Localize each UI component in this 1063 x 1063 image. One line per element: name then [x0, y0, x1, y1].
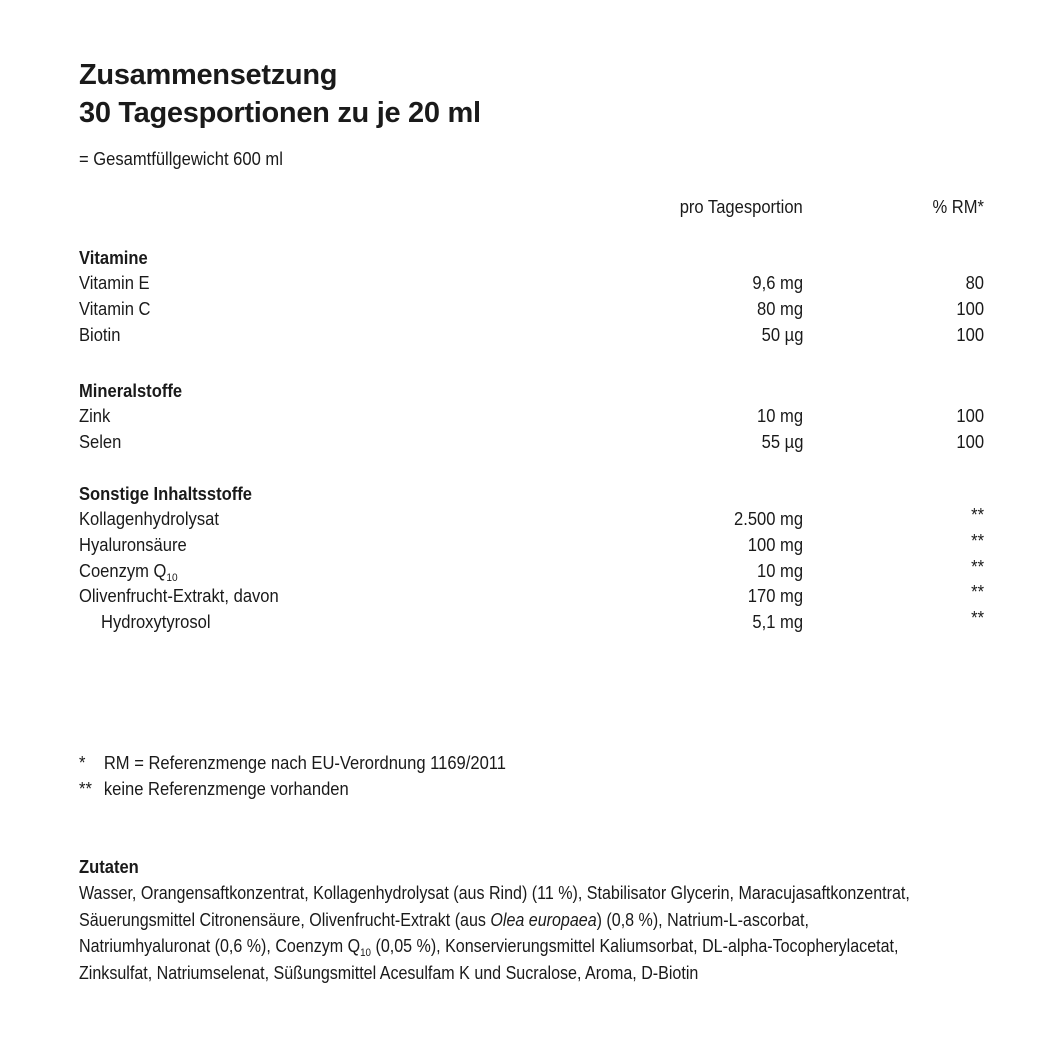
ingredients-line: Wasser, Orangensaftkonzentrat, Kollagenhydrolysat (aus Rind) (11 %), Stabilisator Glycerin, Maracujasaftkonzentrat, [79, 883, 910, 903]
section-sonstige-inhaltsstoffe [79, 481, 984, 636]
row-name: Vitamin E [79, 273, 150, 293]
row-amount: 170 mg [747, 586, 803, 607]
row-rm: ** [971, 530, 984, 551]
ingredients-text: ) (0,8 %), Natrium-L-ascorbat, [596, 909, 809, 930]
row-name: Zink [79, 406, 111, 426]
row-rm: ** [971, 505, 984, 525]
row-amount: 100 mg [747, 534, 803, 555]
section-vitamine [79, 245, 984, 348]
table-row [79, 556, 984, 585]
row-name: Selen [79, 431, 122, 452]
row-amount: 2.500 mg [733, 509, 803, 529]
table-row [79, 584, 984, 610]
row-amount: 50 µg [761, 324, 803, 345]
row-amount: 80 mg [756, 298, 803, 319]
row-rm: ** [971, 582, 984, 603]
row-amount: 5,1 mg [752, 612, 803, 633]
title-line-1: Zusammensetzung [79, 59, 338, 91]
footnote-text: RM = Referenzmenge nach EU-Verordnung 1169/2011 [103, 753, 506, 773]
row-name: Hyaluronsäure [79, 534, 187, 555]
subtitle: = Gesamtfüllgewicht 600 ml [79, 149, 283, 169]
table-row [79, 430, 984, 456]
footnote-mark: ** [79, 779, 92, 799]
page-title [79, 56, 481, 132]
subscript: 10 [166, 571, 178, 584]
ingredients-text: Säuerungsmittel Citronensäure, Olivenfrucht-Extrakt (aus [79, 909, 491, 930]
row-rm: 100 [956, 324, 984, 345]
row-amount: 55 µg [761, 431, 803, 452]
row-name [79, 559, 178, 585]
row-name: Vitamin C [79, 298, 151, 319]
footnote [79, 776, 506, 802]
ingredients-italic: Olea europaea [490, 909, 597, 930]
table-row [79, 404, 984, 430]
section-title: Vitamine [79, 248, 148, 268]
footnotes [79, 750, 543, 802]
section-title: Mineralstoffe [79, 381, 183, 401]
footnote-mark: * [79, 753, 86, 773]
row-rm: 80 [965, 273, 984, 293]
ingredients-line [79, 933, 899, 960]
table-row [79, 297, 984, 323]
row-name: Biotin [79, 324, 121, 345]
section-mineralstoffe [79, 378, 984, 456]
column-header-rm: % RM* [932, 197, 984, 217]
ingredients-section [79, 854, 984, 986]
row-amount: 10 mg [756, 406, 803, 426]
ingredients-line [79, 907, 886, 934]
ingredients-line: Zinksulfat, Natriumselenat, Süßungsmittel Acesulfam K und Sucralose, Aroma, D-Biotin [79, 962, 699, 983]
table-row [79, 610, 984, 636]
ingredients-text: (0,05 %), Konservierungsmittel Kaliumsorbat, DL-alpha-Tocopherylacetat, [371, 936, 899, 956]
row-name: Kollagenhydrolysat [79, 509, 219, 529]
row-name-text: Coenzym Q [79, 560, 167, 581]
section-title: Sonstige Inhaltsstoffe [79, 484, 252, 504]
column-header-amount: pro Tagesportion [679, 197, 803, 217]
ingredients-title: Zutaten [79, 857, 139, 877]
row-rm: ** [971, 556, 984, 577]
footnote [79, 750, 506, 776]
row-rm: ** [971, 608, 984, 629]
row-amount: 9,6 mg [752, 273, 803, 293]
table-row [79, 530, 984, 559]
row-rm: 100 [956, 406, 984, 426]
row-amount: 10 mg [756, 560, 803, 581]
row-rm: 100 [956, 298, 984, 319]
title-line-2: 30 Tagesportionen zu je 20 ml [79, 97, 481, 129]
row-name: Olivenfrucht-Extrakt, davon [79, 586, 279, 607]
subscript: 10 [360, 947, 372, 959]
ingredients-text: Natriumhyaluronat (0,6 %), Coenzym Q [79, 936, 361, 956]
footnote-text: keine Referenzmenge vorhanden [103, 779, 349, 799]
table-row [79, 507, 984, 533]
row-name: Hydroxytyrosol [101, 612, 211, 633]
table-row [79, 323, 984, 349]
row-rm: 100 [956, 431, 984, 452]
table-row [79, 271, 984, 297]
